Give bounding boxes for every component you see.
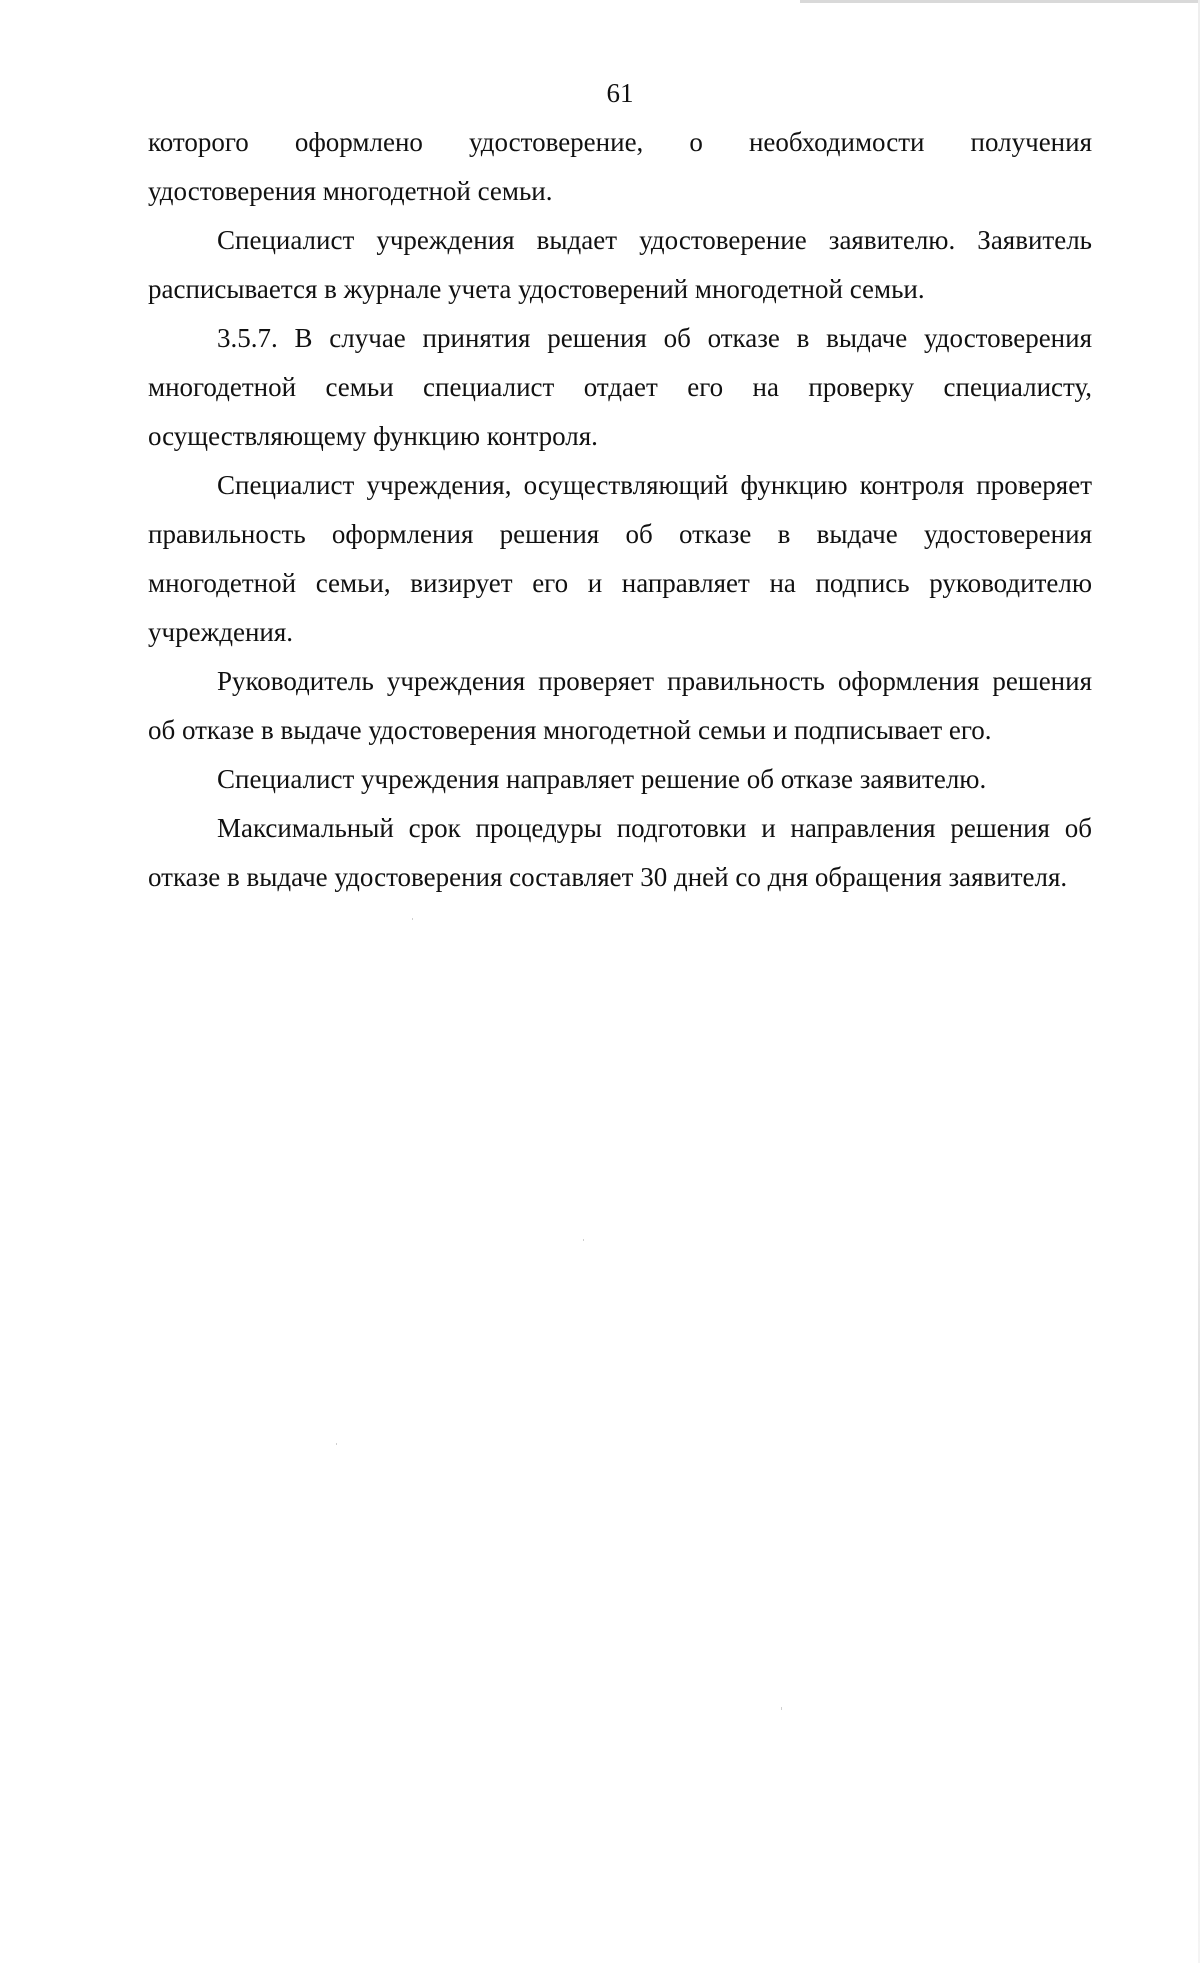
scan-speck (583, 1239, 584, 1241)
scan-edge-line (800, 0, 1200, 3)
paragraph-continuation-first-line: которого оформлено удостоверение, о необходимости получения (148, 127, 1092, 157)
scan-speck (412, 918, 413, 920)
paragraph-send-refusal: Специалист учреждения направляет решение об отказе заявителю. (217, 764, 987, 794)
scan-speck (336, 1443, 337, 1445)
page-number: 61 (606, 78, 634, 108)
paragraph-max-term: Максимальный срок процедуры подготовки и направления решения об отказе в выдаче удостоверения составляет 30 дней со дня обращения заявителя. (148, 813, 1092, 892)
paragraph-continuation-rest: удостоверения многодетной семьи. (148, 176, 553, 206)
paragraph-head-signs: Руководитель учреждения проверяет правильность оформления решения об отказе в выдаче удостоверения многодетной семьи и подписывает его. (148, 666, 1092, 745)
document-body (148, 118, 1092, 902)
paragraph-issue-certificate: Специалист учреждения выдает удостоверение заявителю. Заявитель расписывается в журнале учета удостоверений многодетной семьи. (148, 225, 1092, 304)
paragraph-continuation (148, 118, 1092, 216)
paragraph-control-check: Специалист учреждения, осуществляющий функцию контроля проверяет правильность оформления решения об отказе в выдаче удостоверения многодетной семьи, визирует его и направляет на подпись руководителю учреждения. (148, 470, 1092, 647)
paragraph-3-5-7: 3.5.7. В случае принятия решения об отказе в выдаче удостоверения многодетной семьи специалист отдает его на проверку специалисту, осуществляющему функцию контроля. (148, 323, 1092, 451)
scan-speck (781, 1707, 782, 1710)
